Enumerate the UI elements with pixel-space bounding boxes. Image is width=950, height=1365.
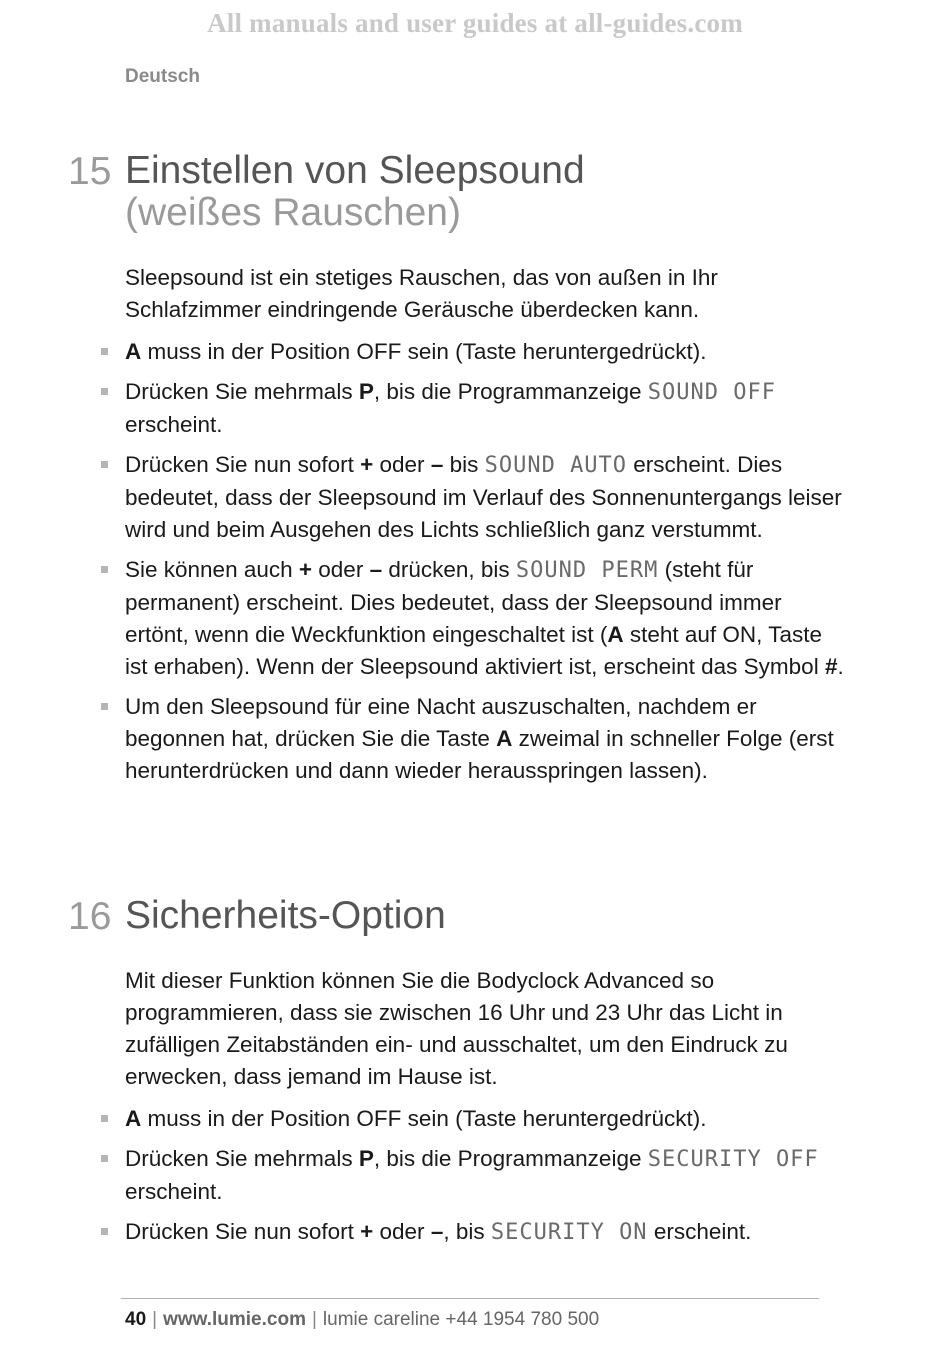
item-text: erscheint. Dies bedeutet, dass der Sleepsound im Verlauf des Sonnenuntergangs leiser wird und beim Ausgehen des Lichts schließlich ganz verstummt.: [125, 452, 842, 542]
key-label: #: [824, 654, 838, 679]
bullet-icon: [101, 566, 108, 573]
key-label: P: [358, 379, 374, 404]
careline-text: lumie careline +44 1954 780 500: [322, 1309, 600, 1330]
section-header: [0, 895, 950, 937]
item-text: Um den Sleepsound für eine Nacht auszuschalten, nachdem er begonnen hat, drücken Sie die Taste: [125, 694, 757, 751]
list-item: [125, 1143, 847, 1208]
key-label: +: [360, 452, 374, 477]
display-readout: SOUND OFF: [647, 380, 776, 405]
key-label: +: [360, 1219, 374, 1244]
bullet-icon: [101, 1228, 108, 1235]
list-item: [125, 554, 847, 683]
key-label: A: [125, 339, 142, 364]
key-label: –: [430, 452, 444, 477]
display-readout: SECURITY ON: [490, 1220, 648, 1245]
key-label: +: [298, 557, 313, 582]
instruction-list: [0, 1103, 950, 1249]
item-text: erscheint.: [125, 412, 223, 437]
page-number: 40: [125, 1309, 147, 1330]
list-item: [125, 1216, 847, 1249]
item-text: , bis die Programmanzeige: [373, 379, 648, 404]
key-label: –: [430, 1219, 444, 1244]
item-text: bis: [443, 452, 485, 477]
item-text: muss in der Position OFF sein (Taste heruntergedrückt).: [141, 1106, 707, 1131]
key-label: A: [607, 622, 624, 647]
website-link[interactable]: www.lumie.com: [163, 1309, 306, 1330]
item-text: zweimal in schneller Folge (erst herunterdrücken und dann wieder herausspringen lassen).: [125, 726, 834, 783]
item-text: , bis die Programmanzeige: [373, 1146, 648, 1171]
item-text: Sie können auch: [125, 557, 299, 582]
section-number: 15: [68, 150, 112, 193]
display-readout: SECURITY OFF: [647, 1147, 819, 1172]
item-text: oder: [373, 1219, 431, 1244]
item-text: Drücken Sie nun sofort: [125, 452, 361, 477]
list-item: [125, 376, 847, 441]
section-subtitle: (weißes Rauschen): [125, 191, 461, 234]
key-label: P: [358, 1146, 374, 1171]
list-item: [125, 449, 847, 546]
list-item: [125, 1103, 847, 1135]
bullet-icon: [101, 1155, 108, 1162]
section-16: [0, 895, 950, 1257]
item-text: drücken, bis: [382, 557, 516, 582]
item-text: Drücken Sie mehrmals: [125, 379, 359, 404]
section-intro: Sleepsound ist ein stetiges Rauschen, das von außen in Ihr Schlafzimmer eindringende Geräusche überdecken kann.: [125, 265, 718, 322]
section-number: 16: [68, 895, 112, 938]
item-text: erscheint.: [647, 1219, 752, 1244]
instruction-list: [0, 336, 950, 787]
section-title-main: Einstellen von Sleepsound: [125, 149, 585, 192]
item-text: (steht für permanent) erscheint. Dies bedeutet, dass der Sleepsound immer ertönt, wenn die Weckfunktion eingeschaltet ist (: [125, 557, 782, 647]
list-item: [125, 336, 847, 368]
section-title: [125, 895, 950, 937]
item-text: oder: [373, 452, 431, 477]
display-readout: SOUND AUTO: [484, 453, 628, 478]
footer-divider: [121, 1298, 819, 1299]
item-text: Drücken Sie mehrmals: [125, 1146, 359, 1171]
item-text: Drücken Sie nun sofort: [125, 1219, 361, 1244]
item-text: steht auf ON, Taste ist erhaben). Wenn der Sleepsound aktiviert ist, erscheint das Symbol: [125, 622, 825, 679]
item-text: , bis: [443, 1219, 491, 1244]
item-text: muss in der Position OFF sein (Taste heruntergedrückt).: [141, 339, 707, 364]
item-text: oder: [312, 557, 370, 582]
bullet-icon: [101, 388, 108, 395]
display-readout: SOUND PERM: [515, 558, 659, 583]
bullet-icon: [101, 461, 108, 468]
section-title-main: Sicherheits-Option: [125, 894, 446, 937]
item-text: .: [837, 654, 844, 679]
section-title: [125, 150, 950, 234]
key-label: A: [125, 1106, 142, 1131]
section-header: [0, 150, 950, 234]
bullet-icon: [101, 703, 108, 710]
section-intro: Mit dieser Funktion können Sie die Bodyclock Advanced so programmieren, dass sie zwischen 16 Uhr und 23 Uhr das Licht in zufälligen Zeitabständen ein- und ausschaltet, um den Eindruck zu erwecken, dass jemand im Hause ist.: [125, 968, 788, 1089]
section-15: [0, 150, 950, 795]
key-label: A: [496, 726, 513, 751]
list-item: [125, 691, 847, 787]
watermark: All manuals and user guides at all-guides.com: [207, 8, 743, 38]
footer-separator: |: [152, 1309, 158, 1330]
key-label: –: [369, 557, 383, 582]
item-text: erscheint.: [125, 1179, 223, 1204]
footer-separator: |: [311, 1309, 317, 1330]
bullet-icon: [101, 348, 108, 355]
bullet-icon: [101, 1115, 108, 1122]
page-footer: [125, 1309, 599, 1331]
language-label: Deutsch: [125, 66, 200, 87]
